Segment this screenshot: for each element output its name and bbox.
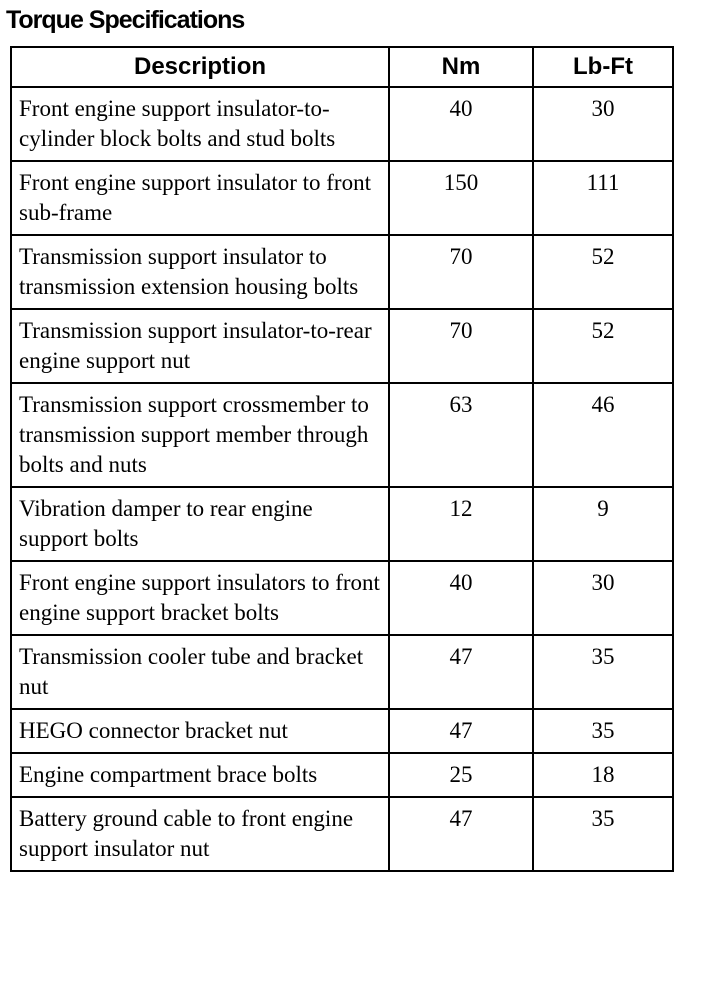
row-nm-value: 47	[389, 635, 533, 709]
table-row	[11, 235, 673, 309]
row-lbft-value: 30	[533, 87, 673, 161]
table-row	[11, 487, 673, 561]
row-nm-value: 25	[389, 753, 533, 797]
table-row	[11, 87, 673, 161]
row-description: Front engine support insulator to front sub-frame	[11, 161, 389, 235]
row-description: HEGO connector bracket nut	[11, 709, 389, 753]
row-lbft-value: 111	[533, 161, 673, 235]
row-nm-value: 47	[389, 709, 533, 753]
table-row	[11, 797, 673, 871]
row-description: Transmission support insulator to transmission extension housing bolts	[11, 235, 389, 309]
page-title: Torque Specifications	[6, 6, 245, 34]
row-description: Front engine support insulators to front engine support bracket bolts	[11, 561, 389, 635]
column-header-description: Description	[11, 47, 389, 87]
row-description: Vibration damper to rear engine support bolts	[11, 487, 389, 561]
row-lbft-value: 30	[533, 561, 673, 635]
row-lbft-value: 18	[533, 753, 673, 797]
row-lbft-value: 9	[533, 487, 673, 561]
table-row	[11, 383, 673, 487]
row-description: Front engine support insulator-to-cylinder block bolts and stud bolts	[11, 87, 389, 161]
row-lbft-value: 35	[533, 635, 673, 709]
table-header-row	[11, 47, 673, 87]
row-nm-value: 47	[389, 797, 533, 871]
row-nm-value: 150	[389, 161, 533, 235]
torque-spec-table	[10, 46, 674, 872]
table-row	[11, 309, 673, 383]
row-nm-value: 70	[389, 235, 533, 309]
row-description: Transmission support insulator-to-rear engine support nut	[11, 309, 389, 383]
row-description: Engine compartment brace bolts	[11, 753, 389, 797]
table-row	[11, 561, 673, 635]
table-row	[11, 161, 673, 235]
row-nm-value: 12	[389, 487, 533, 561]
row-description: Transmission cooler tube and bracket nut	[11, 635, 389, 709]
table-row	[11, 635, 673, 709]
row-lbft-value: 35	[533, 797, 673, 871]
row-nm-value: 40	[389, 561, 533, 635]
row-nm-value: 40	[389, 87, 533, 161]
table-row	[11, 753, 673, 797]
row-description: Battery ground cable to front engine support insulator nut	[11, 797, 389, 871]
table-row	[11, 709, 673, 753]
row-lbft-value: 46	[533, 383, 673, 487]
column-header-lbft: Lb-Ft	[533, 47, 673, 87]
row-lbft-value: 52	[533, 309, 673, 383]
column-header-nm: Nm	[389, 47, 533, 87]
row-nm-value: 70	[389, 309, 533, 383]
row-nm-value: 63	[389, 383, 533, 487]
row-description: Transmission support crossmember to transmission support member through bolts and nuts	[11, 383, 389, 487]
row-lbft-value: 35	[533, 709, 673, 753]
row-lbft-value: 52	[533, 235, 673, 309]
